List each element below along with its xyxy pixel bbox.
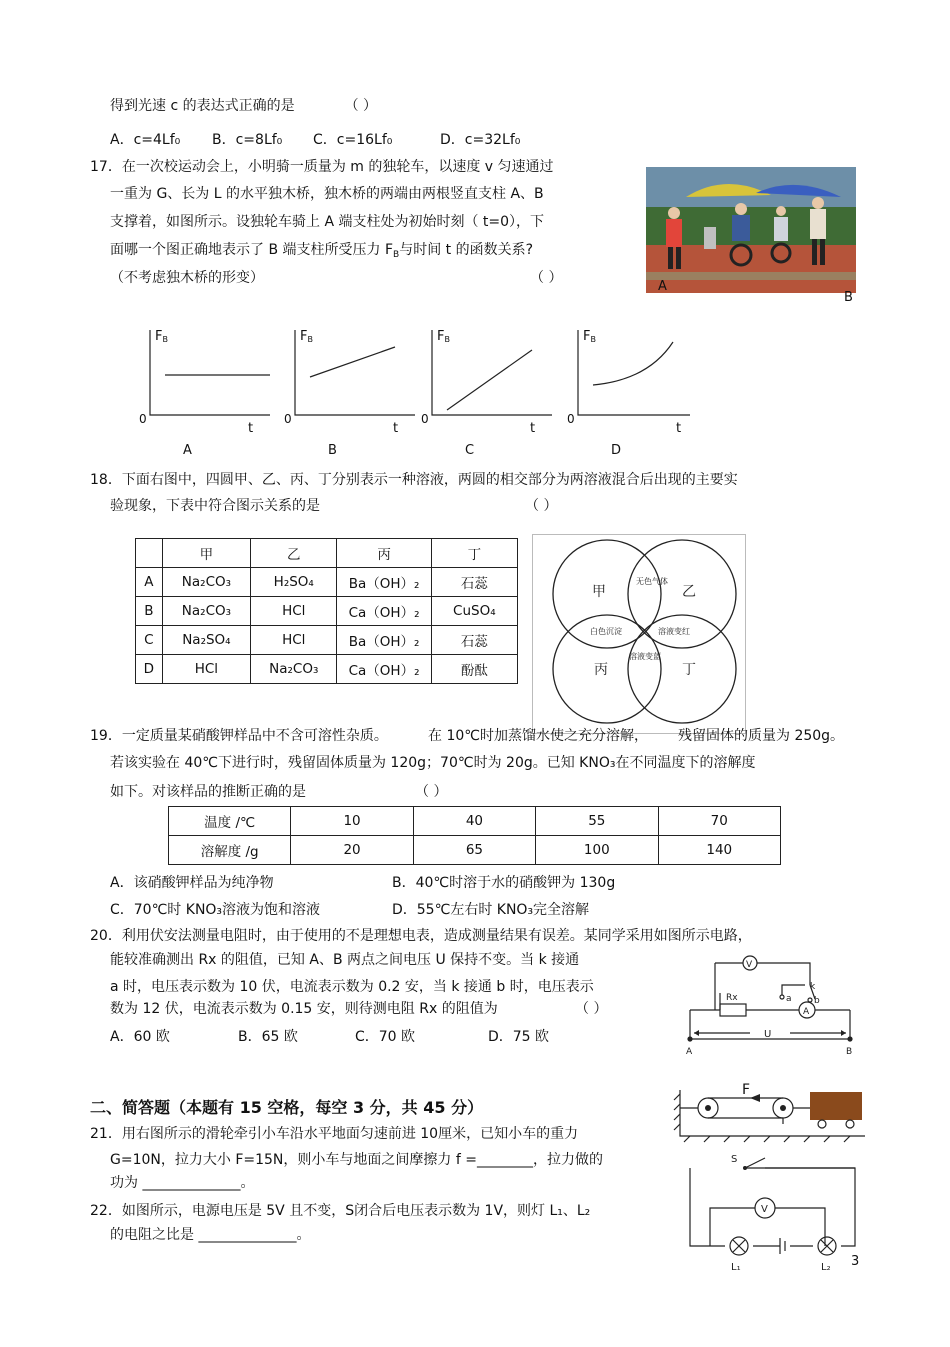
graph-option-label: B (328, 443, 337, 458)
table-row: 溶解度 /g 20 65 100 140 (169, 836, 781, 865)
graph-axes (432, 330, 552, 415)
venn-bing: 丙 (594, 662, 608, 678)
voltmeter-label: V (746, 960, 753, 970)
photo-label-a: A (658, 279, 667, 294)
graph-origin-label: 0 (567, 412, 575, 426)
graph-curve (447, 350, 532, 410)
graph-curve (593, 342, 673, 385)
graph-axes (295, 330, 415, 415)
q17-answer-paren: （ ） (530, 270, 563, 286)
graph-option-label: A (183, 443, 192, 458)
table-row: B Na₂CO₃ HCl Ca（OH）₂ CuSO₄ (136, 597, 518, 626)
graph-axis-y-label: FB (583, 329, 596, 344)
q19-line1c: 残留固体的质量为 250g。 (678, 728, 845, 744)
q16-option-b: B．c=8Lf₀ (212, 132, 283, 148)
table-header-cell: 丙 (337, 539, 431, 568)
q16-stem: 得到光速 c 的表达式正确的是 （ ） (110, 98, 378, 114)
q20-line2: 能较准确测出 Rx 的阻值，已知 A、B 两点之间电压 U 保持不变。当 k 接通 (110, 952, 580, 968)
q21-line3: 功为 ______________。 (110, 1175, 255, 1191)
q19-option-d: D．55℃左右时 KNO₃完全溶解 (392, 902, 590, 918)
point-b-label: B (846, 1047, 853, 1057)
point-a-label: A (686, 1047, 693, 1057)
voltmeter-label: V (761, 1204, 768, 1215)
table-row: C Na₂SO₄ HCl Ba（OH）₂ 石蕊 (136, 626, 518, 655)
section-2-title: 二、简答题（本题有 15 空格，每空 3 分，共 45 分） (90, 1098, 484, 1117)
q19-line1b: 在 10℃时加蒸馏水使之充分溶解， (428, 728, 648, 744)
switch-k-label: k (810, 982, 816, 992)
graph-axis-x-label: t (393, 421, 399, 436)
graph-origin-label: 0 (421, 412, 429, 426)
venn-left-label: 白色沉淀 (590, 627, 622, 636)
q19-answer-paren: （ ） (415, 784, 448, 800)
graph-D (567, 329, 690, 458)
q20-answer-paren: （ ） (575, 1001, 608, 1017)
graph-axis-y-label: FB (437, 329, 450, 344)
q20-option-c: C．70 欧 (355, 1029, 416, 1045)
q17-line5: （不考虑独木桥的形变） (110, 270, 264, 286)
graph-axis-x-label: t (530, 421, 536, 436)
rx-label: Rx (726, 993, 738, 1003)
q20-option-a: A．60 欧 (110, 1029, 170, 1045)
graph-axis-x-label: t (248, 421, 254, 436)
contact-b-label: b (814, 996, 820, 1006)
q19-option-b: B．40℃时溶于水的硝酸钾为 130g (392, 875, 616, 891)
voltage-u-label: U (764, 1029, 772, 1040)
venn-diagram (532, 534, 747, 734)
lamp-l2-label: L₂ (821, 1262, 831, 1273)
q17-line4: 面哪一个图正确地表示了 B 端支柱所受压力 $F_B$与时间 t 的函数关系? (110, 242, 534, 260)
venn-ding: 丁 (682, 662, 696, 678)
table-header-cell (136, 539, 163, 568)
q17-line2: 一重为 G、长为 L 的水平独木桥，独木桥的两端由两根竖直支柱 A、B (110, 186, 544, 202)
table-row: D HCl Na₂CO₃ Ca（OH）₂ 酚酞 (136, 655, 518, 684)
force-f-label: F (742, 1082, 751, 1098)
photo-label-b: B (844, 290, 853, 303)
q16-option-d: D．c=32Lf₀ (440, 132, 521, 148)
q17-line1: 17．在一次校运动会上，小明骑一质量为 m 的独轮车，以速度 v 匀速通过 (90, 159, 554, 175)
switch-s-label: S (731, 1154, 738, 1165)
graph-option-label: C (465, 443, 475, 458)
pulley-diagram (670, 1080, 870, 1145)
q19-line3: 如下。对该样品的推断正确的是 (110, 784, 306, 800)
q18-answer-paren: （ ） (525, 498, 558, 514)
q18-line2: 验现象，下表中符合图示关系的是 (110, 498, 320, 514)
graph-axis-y-label: FB (155, 329, 168, 344)
q20-option-d: D．75 欧 (488, 1029, 550, 1045)
q20-line1: 20．利用伏安法测量电阻时，由于使用的不是理想电表，造成测量结果有误差。某同学采用如图所示电路， (90, 928, 752, 944)
lamp-l1-label: L₁ (731, 1262, 741, 1273)
q18-line1: 18．下面右图中，四圆甲、乙、丙、丁分别表示一种溶液，两圆的相交部分为两溶液混合后出现的主要实 (90, 472, 738, 488)
q19-line1a: 19．一定质量某硝酸钾样品中不含可溶性杂质。 (90, 728, 388, 744)
q20-line3: a 时，电压表示数为 10 伏，电流表示数为 0.2 安，当 k 接通 b 时，电压表示 (110, 979, 594, 995)
q20-circuit (680, 955, 860, 1060)
ammeter-label: A (803, 1007, 810, 1017)
graph-set (139, 329, 690, 458)
q22-line2: 的电阻之比是 ______________。 (110, 1227, 311, 1243)
page-number: 3 (851, 1254, 860, 1269)
venn-yi: 乙 (682, 584, 696, 600)
fb-t-graphs (130, 320, 690, 460)
q19-line2: 若该实验在 40℃下进行时，残留固体质量为 120g；70℃时为 20g。已知 KNO₃在不同温度下的溶解度 (110, 755, 756, 771)
table-header-cell: 丁 (431, 539, 517, 568)
graph-axes (150, 330, 270, 415)
q22-circuit (685, 1150, 860, 1275)
q22-line1: 22．如图所示，电源电压是 5V 且不变，S闭合后电压表示数为 1V，则灯 L₁、L₂ (90, 1203, 591, 1219)
q19-option-a: A．该硝酸钾样品为纯净物 (110, 875, 274, 891)
q19-option-c: C．70℃时 KNO₃溶液为饱和溶液 (110, 902, 321, 918)
q16-option-c: C．c=16Lf₀ (313, 132, 393, 148)
q21-line1: 21．用右图所示的滑轮牵引小车沿水平地面匀速前进 10厘米，已知小车的重力 (90, 1126, 579, 1142)
q17-line3: 支撑着，如图所示。设独轮车骑上 A 端支柱处为初始时刻（ t=0），下 (110, 214, 545, 230)
q20-option-b: B．65 欧 (238, 1029, 298, 1045)
unicycle-photo (646, 167, 856, 303)
graph-curve (310, 347, 395, 377)
q21-line2: G=10N，拉力大小 F=15N，则小车与地面之间摩擦力 f =________，拉力做的 (110, 1152, 603, 1168)
venn-right-label: 溶液变红 (658, 627, 690, 636)
venn-jia: 甲 (592, 584, 606, 600)
graph-C (421, 329, 552, 458)
venn-top-label: 无色气体 (636, 577, 668, 586)
graph-origin-label: 0 (139, 412, 147, 426)
graph-axis-x-label: t (676, 421, 682, 436)
graph-axis-y-label: FB (300, 329, 313, 344)
table-header-cell: 甲 (162, 539, 250, 568)
graph-B (284, 329, 415, 458)
table-header-cell: 乙 (251, 539, 337, 568)
q18-table (135, 538, 518, 684)
contact-a-label: a (786, 994, 792, 1004)
graph-origin-label: 0 (284, 412, 292, 426)
table-row: 温度 /℃ 10 40 55 70 (169, 807, 781, 836)
q20-line4: 数为 12 伏，电流表示数为 0.15 安，则待测电阻 Rx 的阻值为 (110, 1001, 498, 1017)
q19-table (168, 806, 781, 865)
table-row: A Na₂CO₃ H₂SO₄ Ba（OH）₂ 石蕊 (136, 568, 518, 597)
graph-A (139, 329, 270, 458)
venn-bottom-label: 溶液变蓝 (629, 652, 661, 661)
q16-option-a: A．c=4Lf₀ (110, 132, 181, 148)
graph-option-label: D (611, 443, 622, 458)
table-row (136, 539, 518, 568)
